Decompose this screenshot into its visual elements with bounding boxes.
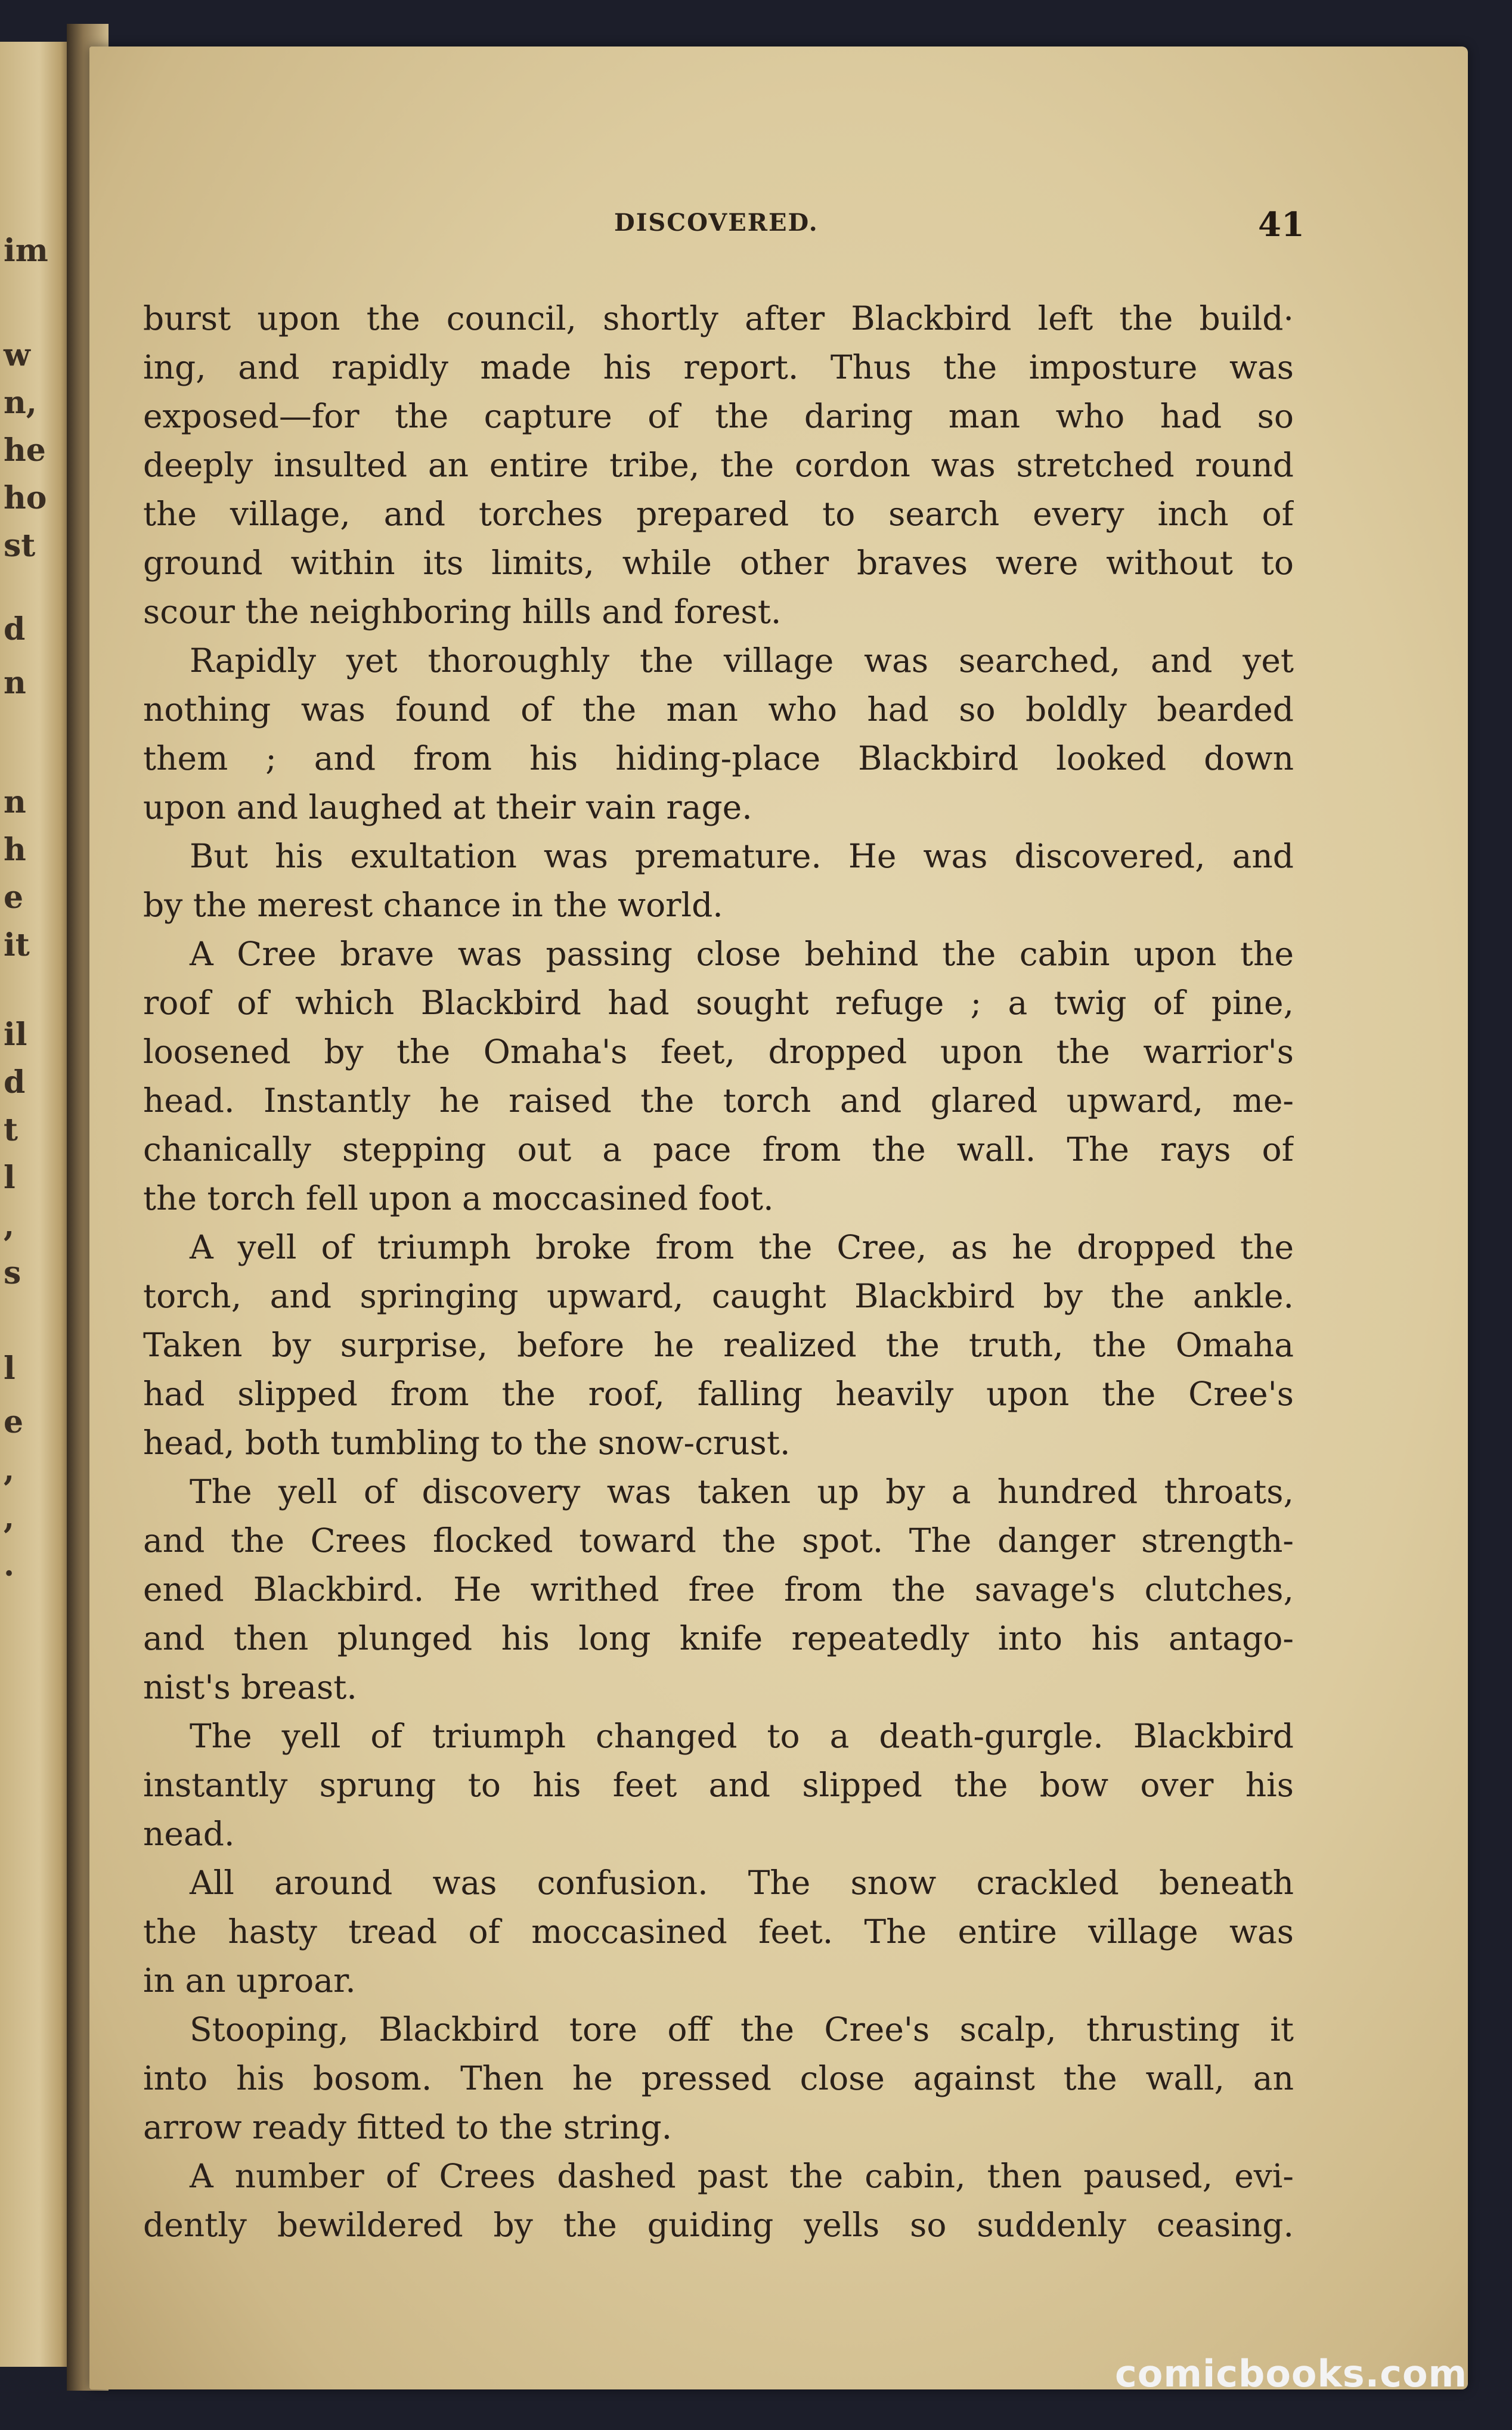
text-line: The yell of triumph changed to a death-gurgle. Blackbird	[190, 1717, 1294, 1755]
left-page-fragment: ,	[4, 1499, 15, 1536]
left-page-fragment: t	[4, 1112, 18, 1148]
text-line: loosened by the Omaha's feet, dropped upon the warrior's	[143, 1033, 1294, 1071]
text-line: them ; and from his hiding-place Blackbird looked down	[143, 739, 1294, 777]
left-page-fragment: ho	[4, 480, 47, 516]
left-page-fragment: it	[4, 927, 30, 963]
text-line: Stooping, Blackbird tore off the Cree's scalp, thrusting it	[190, 2010, 1294, 2048]
text-line: the hasty tread of moccasined feet. The entire village was	[143, 1913, 1294, 1951]
left-page-fragment: l	[4, 1160, 16, 1196]
left-page-fragment: ,	[4, 1207, 15, 1244]
left-page-fragment: h	[4, 832, 26, 868]
watermark: comicbooks.com	[1115, 2352, 1468, 2395]
text-line: arrow ready fitted to the string.	[143, 2108, 673, 2146]
page-number: 41	[1258, 205, 1305, 244]
left-page-fragment: e	[4, 1404, 24, 1440]
left-page-fragment: im	[4, 233, 48, 269]
text-line: into his bosom. Then he pressed close against the wall, an	[143, 2059, 1294, 2097]
left-page-fragment: ,	[4, 1452, 15, 1488]
left-page-fragment: d	[4, 611, 26, 647]
text-line: and then plunged his long knife repeatedly into his antago-	[143, 1619, 1294, 1657]
text-line: burst upon the council, shortly after Blackbird left the build·	[143, 299, 1294, 337]
text-line: and the Crees flocked toward the spot. The danger strength-	[143, 1521, 1294, 1560]
left-page-fragment: .	[4, 1547, 15, 1583]
text-line: nist's breast.	[143, 1668, 357, 1706]
left-facing-page	[0, 42, 72, 2367]
running-head	[89, 205, 1468, 244]
text-line: ened Blackbird. He writhed free from the savage's clutches,	[143, 1570, 1294, 1608]
text-line: chanically stepping out a pace from the wall. The rays of	[143, 1130, 1294, 1168]
running-title: DISCOVERED.	[614, 209, 819, 237]
text-line: All around was confusion. The snow crackled beneath	[190, 1864, 1294, 1902]
text-line: the village, and torches prepared to search every inch of	[143, 495, 1294, 533]
left-page-fragment: n	[4, 665, 26, 701]
text-line: scour the neighboring hills and forest.	[143, 593, 782, 631]
left-page-fragment: n	[4, 784, 26, 820]
text-line: A yell of triumph broke from the Cree, as he dropped the	[190, 1228, 1294, 1266]
left-page-fragment: e	[4, 879, 24, 916]
text-line: A number of Crees dashed past the cabin, then paused, evi-	[190, 2157, 1294, 2195]
text-line: by the merest chance in the world.	[143, 886, 723, 924]
text-line: deeply insulted an entire tribe, the cordon was stretched round	[143, 446, 1294, 484]
left-page-fragment: l	[4, 1350, 16, 1387]
left-page-fragment: il	[4, 1016, 27, 1053]
left-page-fragment: he	[4, 432, 46, 469]
text-line: ing, and rapidly made his report. Thus the imposture was	[143, 348, 1294, 386]
text-line: instantly sprung to his feet and slipped the bow over his	[143, 1766, 1294, 1804]
text-line: had slipped from the roof, falling heavily upon the Cree's	[143, 1375, 1294, 1413]
left-page-fragment: n,	[4, 385, 37, 421]
text-line: in an uproar.	[143, 1961, 356, 2000]
text-line: The yell of discovery was taken up by a hundred throats,	[190, 1473, 1294, 1511]
left-page-fragment: d	[4, 1064, 26, 1101]
text-line: A Cree brave was passing close behind the cabin upon the	[190, 935, 1294, 973]
body-text	[143, 294, 1294, 2249]
text-line: dently bewildered by the guiding yells so suddenly ceasing.	[143, 2206, 1294, 2244]
text-line: ground within its limits, while other braves were without to	[143, 544, 1294, 582]
text-line: But his exultation was premature. He was discovered, and	[190, 837, 1294, 875]
text-line: torch, and springing upward, caught Blackbird by the ankle.	[143, 1277, 1294, 1315]
text-line: Taken by surprise, before he realized the truth, the Omaha	[143, 1326, 1294, 1364]
text-line: upon and laughed at their vain rage.	[143, 788, 752, 826]
text-line: roof of which Blackbird had sought refuge ; a twig of pine,	[143, 984, 1294, 1022]
text-line: exposed—for the capture of the daring man who had so	[143, 397, 1294, 435]
text-line: the torch fell upon a moccasined foot.	[143, 1179, 774, 1217]
text-line: head. Instantly he raised the torch and glared upward, me-	[143, 1081, 1294, 1120]
text-line: head, both tumbling to the snow-crust.	[143, 1424, 791, 1462]
text-line: Rapidly yet thoroughly the village was searched, and yet	[190, 641, 1294, 680]
left-page-fragment: s	[4, 1255, 21, 1291]
text-line: nead.	[143, 1815, 235, 1853]
left-page-fragment: st	[4, 528, 36, 564]
right-page	[89, 47, 1468, 2389]
text-line: nothing was found of the man who had so boldly bearded	[143, 690, 1294, 729]
left-page-fragment: w	[4, 337, 30, 373]
